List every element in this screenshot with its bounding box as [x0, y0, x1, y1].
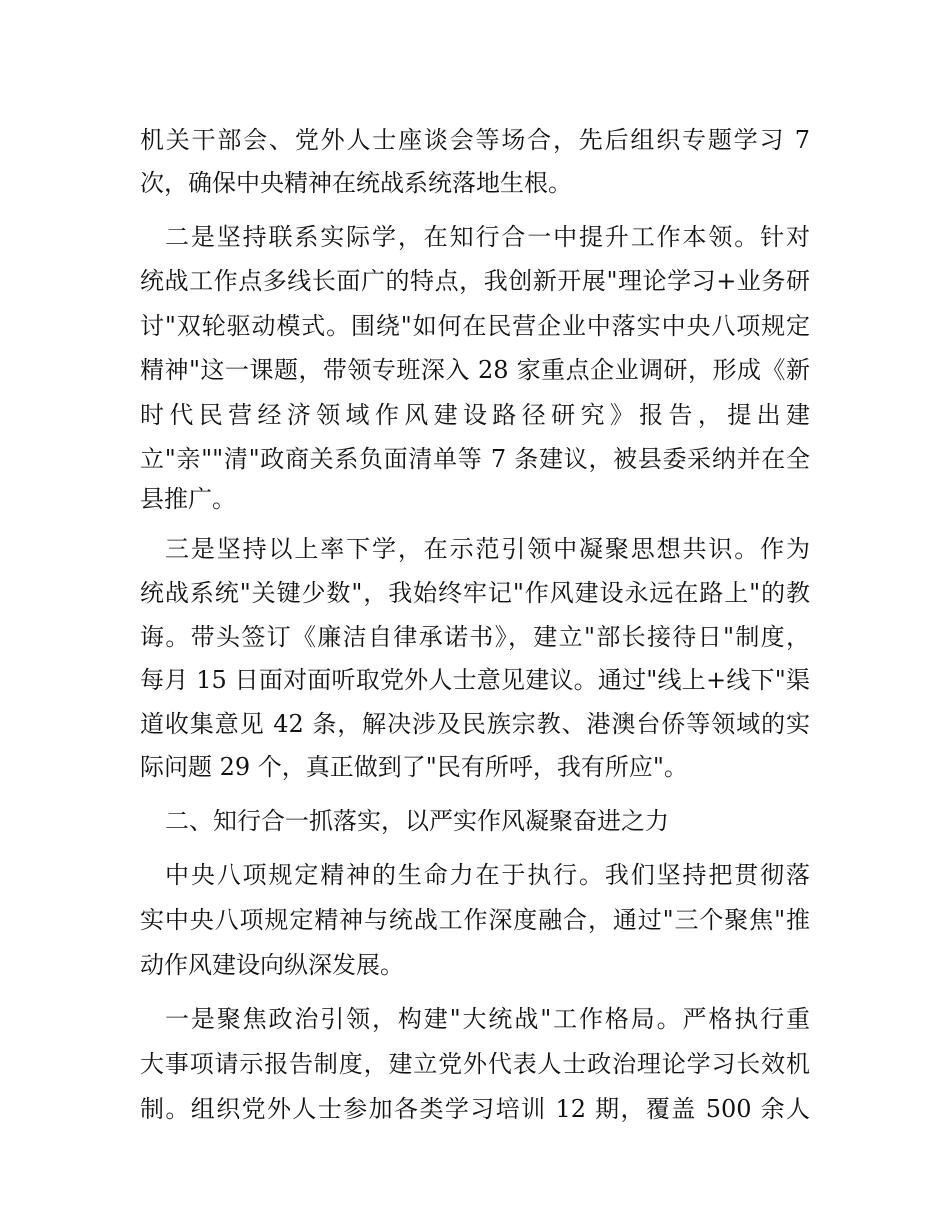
text-line: 精神"这一课题，带领专班深入 28 家重点企业调研，形成《新: [140, 356, 810, 384]
text-line: 三是坚持以上率下学，在示范引领中凝聚思想共识。作为: [165, 535, 810, 563]
text-line: 二是坚持联系实际学，在知行合一中提升工作本领。针对: [165, 223, 810, 251]
text-line: 实中央八项规定精神与统战工作深度融合，通过"三个聚焦"推: [140, 906, 810, 934]
text-line: 制。组织党外人士参加各类学习培训 12 期，覆盖 500 余人: [140, 1095, 810, 1123]
text-line: 际问题 29 个，真正做到了"民有所呼，我有所应"。: [140, 753, 688, 781]
text-line: 一是聚焦政治引领，构建"大统战"工作格局。严格执行重: [165, 1005, 810, 1033]
text-line: 县推广。: [140, 485, 236, 513]
text-line: 时代民营经济领域作风建设路径研究》报告，提出建: [140, 401, 810, 429]
text-line: 统战工作点多线长面广的特点，我创新开展"理论学习+业务研: [140, 267, 810, 295]
text-line: 讨"双轮驱动模式。围绕"如何在民营企业中落实中央八项规定: [140, 312, 810, 340]
text-line: 动作风建设向纵深发展。: [140, 951, 404, 979]
text-line: 道收集意见 42 条，解决涉及民族宗教、港澳台侨等领域的实: [140, 710, 810, 738]
text-line: 诲。带头签订《廉洁自律承诺书》，建立"部长接待日"制度，: [140, 623, 810, 651]
text-line: 每月 15 日面对面听取党外人士意见建议。通过"线上+线下"渠: [140, 666, 810, 694]
text-line: 统战系统"关键少数"，我始终牢记"作风建设永远在路上"的教: [140, 579, 810, 607]
text-line: 机关干部会、党外人士座谈会等场合，先后组织专题学习 7: [140, 126, 810, 154]
text-line: 次，确保中央精神在统战系统落地生根。: [140, 169, 572, 197]
text-line: 中央八项规定精神的生命力在于执行。我们坚持把贯彻落: [165, 861, 810, 889]
text-line: 立"亲""清"政商关系负面清单等 7 条建议，被县委采纳并在全: [140, 445, 810, 473]
section-heading: 二、知行合一抓落实，以严实作风凝聚奋进之力: [165, 807, 669, 835]
text-line: 大事项请示报告制度，建立党外代表人士政治理论学习长效机: [140, 1050, 810, 1078]
